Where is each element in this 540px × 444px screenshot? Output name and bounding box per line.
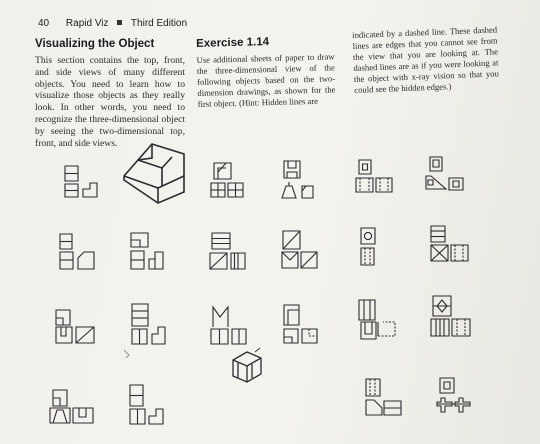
drawing-21-views — [437, 378, 470, 412]
drawing-20-views — [431, 296, 470, 336]
drawing-1-views — [65, 166, 97, 197]
drawing-18-views — [426, 157, 463, 190]
drawing-10-views — [211, 307, 246, 344]
drawing-14-views — [356, 160, 392, 192]
drawing-16-views — [359, 300, 395, 339]
section-heading: Visualizing the Object — [35, 38, 155, 50]
drawing-1-isometric-example — [124, 144, 184, 203]
section-body: This section contains the top, front, and side views of many different objects. You need to learn how to visualize those objects as they really look. In other words, you need to recognize the three-dimensional object by seeing the two-dimensional top, front, and side views. — [35, 55, 185, 149]
exercise-heading: Exercise 1.14 — [196, 36, 270, 50]
drawing-6-views — [124, 304, 165, 358]
drawing-8-views — [211, 163, 243, 197]
drawing-17-views — [366, 379, 401, 415]
drawing-5-views — [131, 233, 163, 269]
book-title: Rapid Viz — [65, 18, 109, 29]
book-edition: Third Edition — [130, 18, 188, 29]
drawing-4-views — [50, 390, 93, 423]
drawing-11-views — [282, 161, 313, 198]
exercise-body: Use additional sheets of paper to draw the three-dimensional view of the following objects based on the two-dimension drawings, as shown for the first object. (Hint: Hidden lines are — [196, 51, 336, 109]
drawing-3-views — [56, 310, 94, 343]
drawing-7-views — [130, 385, 163, 424]
drawing-15-views — [361, 228, 375, 265]
page-number: 40 — [38, 18, 50, 29]
drawing-13-views — [284, 305, 317, 343]
drawing-19-views — [431, 226, 468, 261]
drawing-2-views — [60, 234, 94, 269]
drawing-9-views — [210, 233, 245, 269]
drawing-12-views — [282, 231, 317, 268]
drawing-10-sketch — [233, 348, 261, 382]
exercise-body-continued: indicated by a dashed line. These dashed lines are edges that you cannot see from the view that you are looking at. The dashed lines are as if you were looking at the object with x-ray vision so that you could see the hidden edges.) — [352, 24, 499, 95]
